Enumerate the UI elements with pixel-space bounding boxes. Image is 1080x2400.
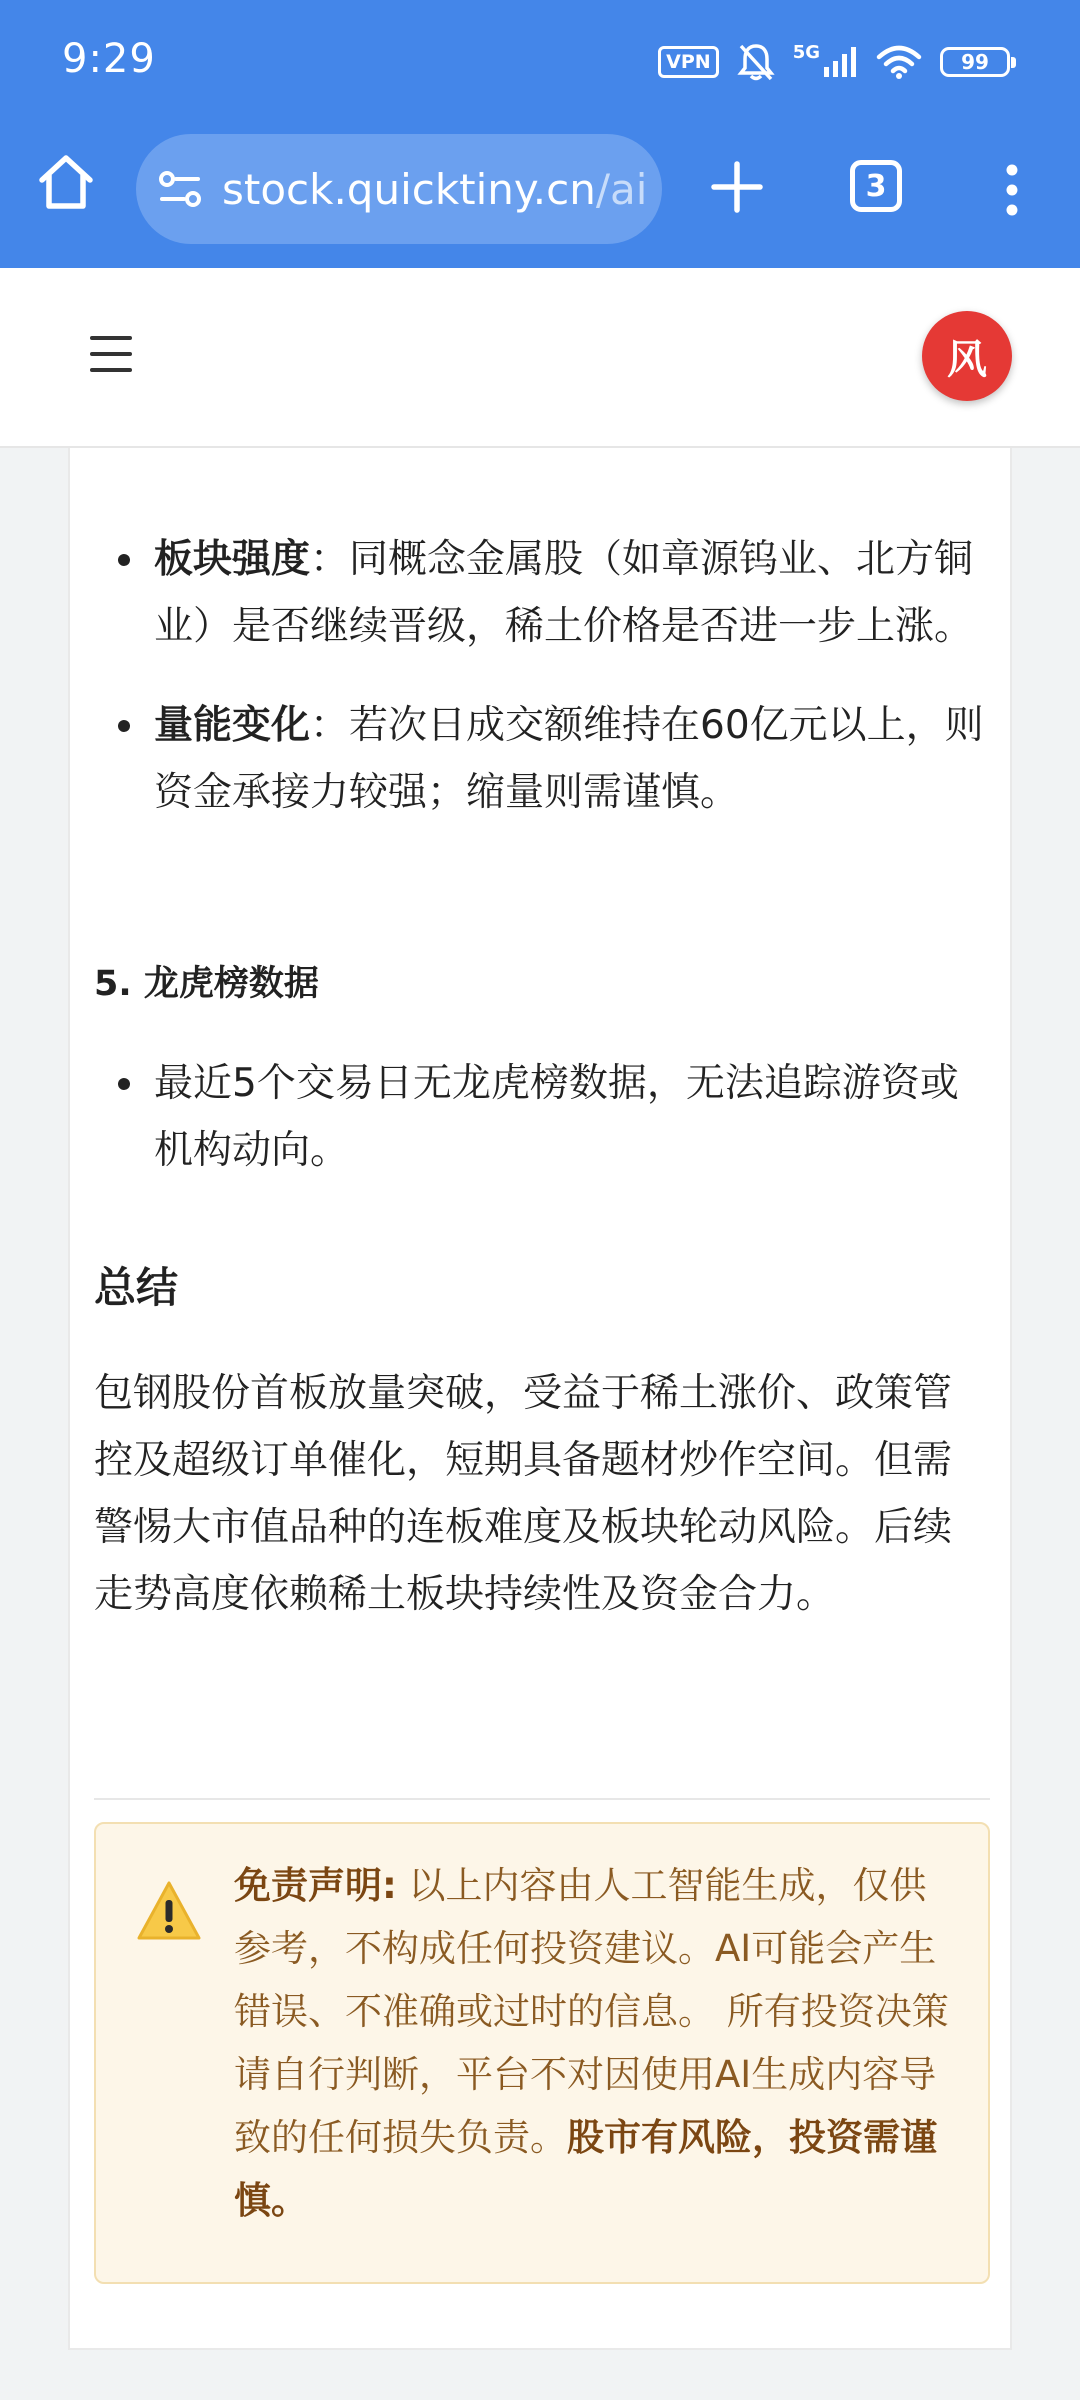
summary-heading: 总结 (94, 1263, 179, 1312)
home-icon[interactable] (34, 150, 98, 214)
cell-signal-icon (824, 47, 858, 77)
disclaimer-body: 以上内容由人工智能生成，仅供参考，不构成任何投资建议。AI可能会产生错误、不准确或过时的信息。 所有投资决策请自行判断，平台不对因使用AI生成内容导致的任何损失负责。 (234, 1864, 949, 2159)
vpn-icon: VPN (658, 46, 719, 78)
new-tab-icon[interactable] (706, 156, 768, 218)
list-item-label: 板块强度 (154, 537, 311, 582)
site-settings-icon[interactable] (156, 165, 204, 213)
list-item (94, 526, 990, 660)
site-header (0, 268, 1080, 448)
url-path: /ai (595, 164, 648, 214)
status-time: 9:29 (62, 36, 156, 82)
hamburger-menu-icon[interactable] (90, 336, 132, 372)
network-type-label: 5G (792, 41, 820, 63)
browser-chrome (0, 0, 1080, 268)
list-item (94, 692, 990, 826)
warning-icon (136, 1880, 202, 1942)
list-item-label: 量能变化 (154, 703, 311, 748)
section4-list (94, 526, 990, 826)
battery-icon: 99 (940, 47, 1010, 77)
section-heading: 5. 龙虎榜数据 (94, 964, 319, 1004)
address-bar[interactable] (136, 134, 662, 244)
list-item: 最近5个交易日无龙虎榜数据，无法追踪游资或机构动向。 (94, 1050, 990, 1184)
disclaimer-box (94, 1822, 990, 2284)
more-options-icon[interactable] (994, 160, 1030, 220)
list-item-text: ：若次日成交额维持在60亿元以上，则资金承接力较强；缩量则需谨慎。 (154, 703, 984, 815)
user-avatar[interactable]: 风 (922, 311, 1012, 401)
bell-muted-icon (737, 42, 775, 82)
url-text[interactable] (222, 165, 647, 214)
disclaimer-text (234, 1854, 954, 2232)
article-card (68, 380, 1012, 2350)
tab-switcher-button[interactable]: 3 (850, 160, 902, 212)
list-item-text: ：同概念金属股（如章源钨业、北方铜业）是否继续晋级，稀土价格是否进一步上涨。 (154, 537, 974, 649)
url-domain: stock.quicktiny.cn (222, 164, 596, 214)
disclaimer-emphasis: 股市有风险，投资需谨慎。 (234, 2116, 937, 2222)
section5-list (94, 1050, 990, 1184)
divider (94, 1798, 990, 1800)
status-icons (658, 42, 1010, 82)
disclaimer-label: 免责声明: (234, 1864, 397, 1907)
summary-paragraph: 包钢股份首板放量突破，受益于稀土涨价、政策管控及超级订单催化，短期具备题材炒作空间。但需警惕大市值品种的连板难度及板块轮动风险。后续走势高度依赖稀土板块持续性及资金合力。 (94, 1371, 953, 1617)
wifi-icon (876, 45, 922, 79)
